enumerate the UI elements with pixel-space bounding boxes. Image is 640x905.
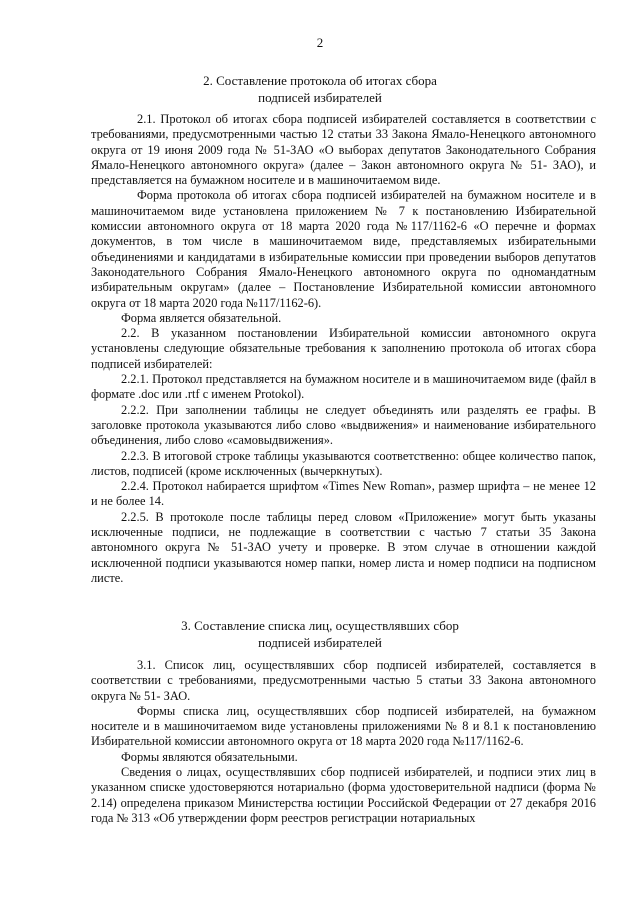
paragraph-3-1: 3.1. Список лиц, осуществлявших сбор подписей избирателей, составляется в соответствии с требованиями, предусмотренными частью 5 статьи 33 Закона автономного округа № 51- ЗАО. [91,658,596,703]
paragraph-forms-list: Формы списка лиц, осуществлявших сбор подписей избирателей, на бумажном носителе и в машиночитаемом виде установлены приложениями № 8 и 8.1 к постановлению Избирательной комиссии автономного округа от 18 марта 2020 года №117/1162-6. [91,703,596,749]
section-2-title-line2: подписей избирателей [258,90,382,105]
paragraph-2-2-4: 2.2.4. Протокол набирается шрифтом «Times New Roman», размер шрифта – не менее 12 и не более 14. [91,479,596,509]
section-3-title [0,617,640,651]
paragraph-forms-mandatory: Формы являются обязательными. [121,749,298,764]
paragraph-2-2-2: 2.2.2. При заполнении таблицы не следует объединять или разделять ее графы. В заголовке протокола указываются либо слово «выдвижения» и наименование избирательного объединения, либо слово «самовыдвижения». [91,402,596,448]
section-2-title-line1: 2. Составление протокола об итогах сбора [203,73,437,88]
paragraph-2-2: 2.2. В указанном постановлении Избирательной комиссии автономного округа установлены следующие обязательные требования к заполнению протокола об итогах сбора подписей избирателей: [91,326,596,371]
section-3-body [91,658,596,826]
paragraph-2-1: 2.1. Протокол об итогах сбора подписей избирателей составляется в соответствии с требованиями, предусмотренными частью 12 статьи 33 Закона Ямало-Ненецкого автономного округа от 19 июня 2009 года № 51-ЗАО «О выборах депутатов Законодательного Собрания Ямало-Ненецкого автономного округа» (далее – Закон автономного округа № 51- ЗАО), и представляется на бумажном носителе и в машиночитаемом виде. [91,112,596,188]
paragraph-form-mandatory: Форма является обязательной. [121,310,282,325]
section-2-body [91,112,596,586]
paragraph-form-protocol: Форма протокола об итогах сбора подписей избирателей на бумажном носителе и в машиночитаемом виде установлена приложением № 7 к постановлению Избирательной комиссии автономного округа от 18 марта 2020 года №117/1162-6 «О перечне и формах документов, в том числе в машиночитаемом виде, представляемых избирательными объединениями и кандидатами в избирательные комиссии при проведении выборов депутатов Законодательного Собрания Ямало-Ненецкого автономного округа по одномандатным избирательным округам» (далее – Постановление Избирательной комиссии автономного округа от 18 марта 2020 года №117/1162-6). [91,188,596,310]
page-number: 2 [316,35,324,50]
paragraph-notary-info: Сведения о лицах, осуществлявших сбор подписей избирателей, и подписи этих лиц в указанном списке удостоверяются нотариально (форма удостоверительной надписи (форма № 2.14) определена приказом Министерства юстиции Российской Федерации от 27 декабря 2016 года № 313 «Об утверждении форм реестров регистрации нотариальных [91,765,596,825]
paragraph-2-2-1: 2.2.1. Протокол представляется на бумажном носителе и в машиночитаемом виде (файл в формате .doc или .rtf с именем Protokol). [91,372,596,402]
section-2-title [0,72,640,106]
paragraph-2-2-3: 2.2.3. В итоговой строке таблицы указываются соответственно: общее количество папок, листов, подписей (кроме исключенных (вычеркнутых). [91,448,596,478]
paragraph-2-2-5: 2.2.5. В протоколе после таблицы перед словом «Приложение» могут быть указаны исключенные подписи, не подлежащие в соответствии с частью 7 статьи 35 Закона автономного округа № 51-ЗАО учету и проверке. В этом случае в отношении каждой исключенной подписи указываются номер папки, номер листа и номер подписи на подписном листе. [91,509,596,585]
section-3-title-line1: 3. Составление списка лиц, осуществлявших сбор [181,618,459,633]
section-3-title-line2: подписей избирателей [258,635,382,650]
